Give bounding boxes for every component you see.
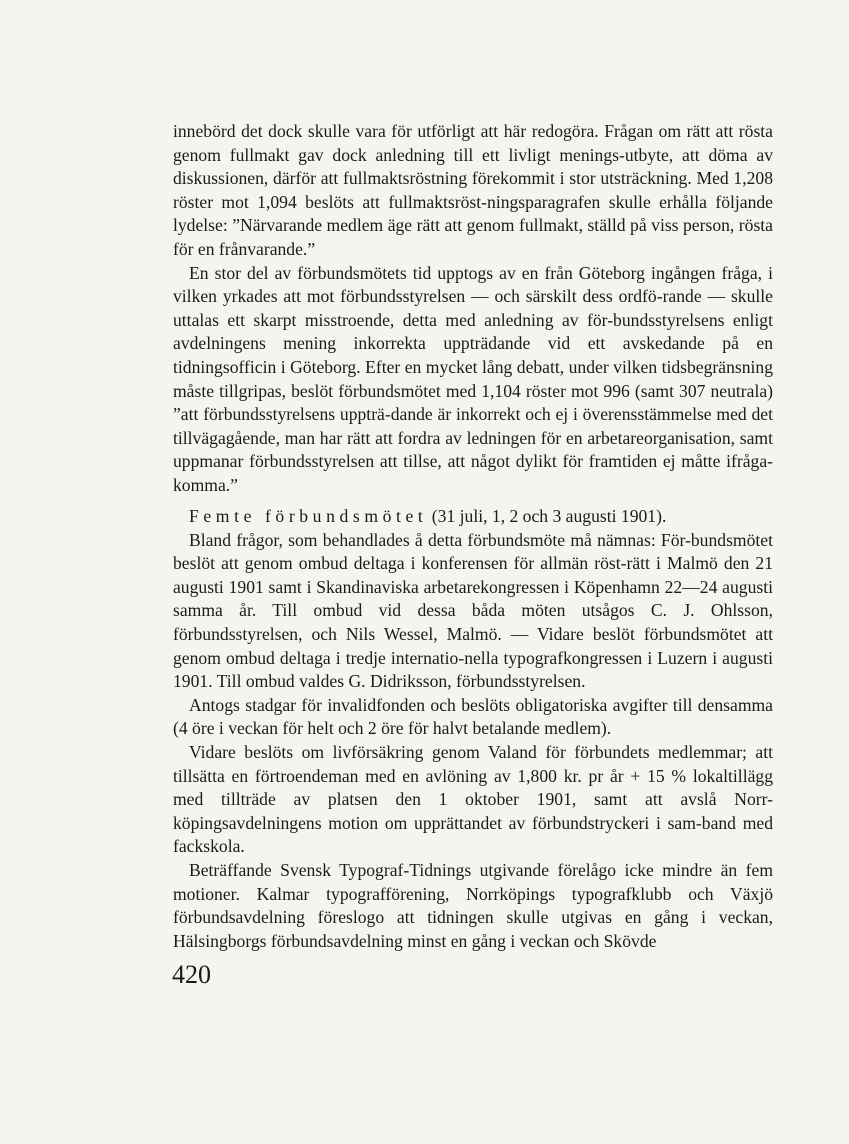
- paragraph-proxy-voting: innebörd det dock skulle vara för utförligt att här redogöra. Frågan om rätt att rösta genom fullmakt gav dock anledning till ett livligt menings-utbyte, att döma av diskussionen, därför att fullmaktsröstning förekommit i stor utsträckning. Med 1,208 röster mot 1,094 beslöts att fullmaktsröst-ningsparagrafen skulle erhålla följande lydelse: ”Närvarande medlem äge rätt att genom fullmakt, ställd på viss person, rösta för en frånvarande.”: [173, 121, 773, 259]
- section-fourth-meeting-continuation: [173, 120, 773, 498]
- paragraph-life-insurance: Vidare beslöts om livförsäkring genom Valand för förbundets medlemmar; att tillsätta en förtroendeman med en avlöning av 1,800 kr. pr år + 15 % lokaltillägg med tillträde av platsen den 1 oktober 1901, samt att avslå Norr-köpingsavdelningens motion om upprättandet av förbundstryckeri i sam-band med fackskola.: [173, 741, 773, 857]
- section-fifth-meeting: [173, 505, 773, 953]
- section-heading: [173, 505, 773, 529]
- paragraph-gothenburg-question: En stor del av förbundsmötets tid upptogs av en från Göteborg ingången fråga, i vilken yrkades att mot förbundsstyrelsen — och särskilt dess ordfö-rande — skulle uttalas ett skarpt misstroende, detta med anledning av för-bundsstyrelsens enligt avdelningens mening inkorrekta uppträdande vid ett avskedande på en tidningsofficin i Göteborg. Efter en mycket lång debatt, under vilken tidsbegränsning måste tillgripas, beslöt förbundsmötet med 1,104 röster mot 996 (samt 307 neutrala) ”att förbundsstyrelsens uppträ-dande är inkorrekt och ej i överensstämmelse med det tillvägagående, man har rätt att fordra av ledningen för en arbetareorganisation, samt uppmanar förbundsstyrelsen att tillse, att något dylikt för framtiden ej måtte ifråga-komma.”: [173, 262, 773, 495]
- section-heading-title: Femte förbundsmötet: [189, 506, 428, 526]
- page-number: 420: [172, 960, 211, 989]
- section-heading-dates: (31 juli, 1, 2 och 3 augusti 1901).: [427, 506, 667, 526]
- paragraph-invalid-fund: Antogs stadgar för invalidfonden och beslöts obligatoriska avgifter till densamma (4 öre i veckan för helt och 2 öre för halvt betalande medlem).: [173, 694, 773, 739]
- paragraph-delegates: Bland frågor, som behandlades å detta förbundsmöte må nämnas: För-bundsmötet beslöt att genom ombud deltaga i konferensen för allmän röst-rätt i Malmö den 21 augusti 1901 samt i Skandinaviska arbetarekongressen i Köpenhamn 22—24 augusti samma år. Till ombud vid dessa båda möten utsågos C. J. Ohlsson, förbundsstyrelsen, och Nils Wessel, Malmö. — Vidare beslöt förbundsmötet att genom ombud deltaga i tredje internatio-nella typografkongressen i Luzern i augusti 1901. Till ombud valdes G. Didriksson, förbundsstyrelsen.: [173, 529, 773, 692]
- paragraph-newspaper-motions: Beträffande Svensk Typograf-Tidnings utgivande förelågo icke mindre än fem motioner. Kalmar typografförening, Norrköpings typografklubb och Växjö förbundsavdelning föreslogo att tidningen skulle utgivas en gång i veckan, Hälsingborgs förbundsavdelning minst en gång i veckan och Skövde: [173, 859, 773, 951]
